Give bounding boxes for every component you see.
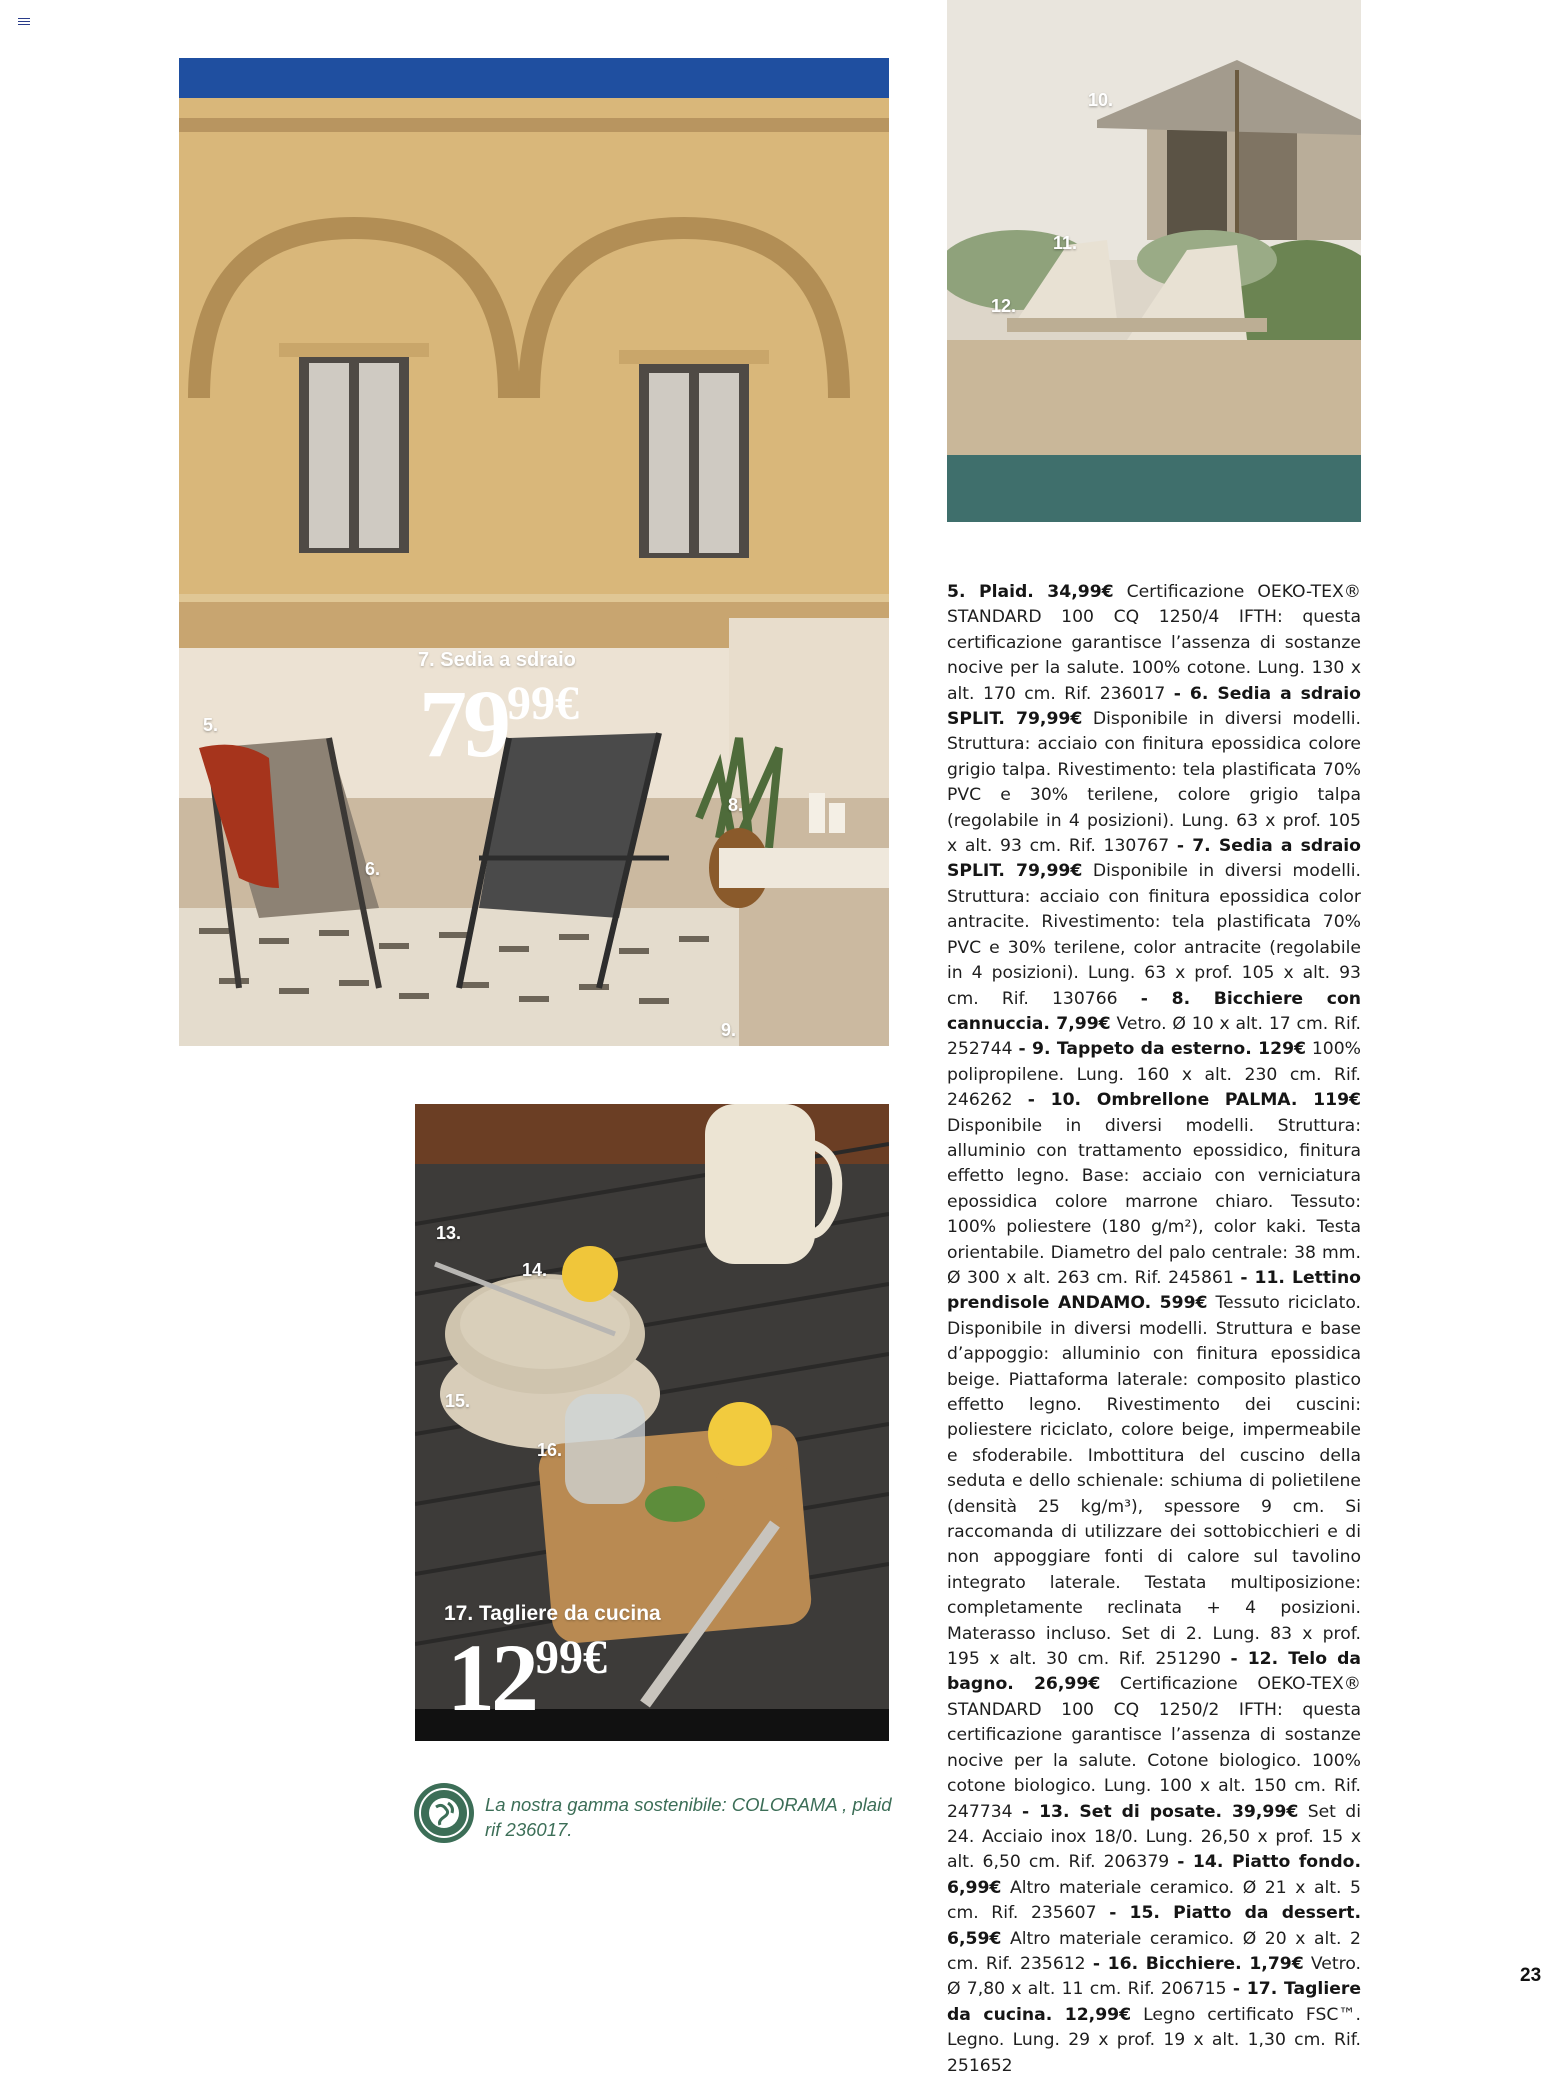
sustainable-range-note bbox=[414, 1783, 894, 1847]
item-label-11: 11. bbox=[1053, 233, 1078, 253]
product-details: Vetro. Ø 7,80 x alt. 11 cm. Rif. 206715 bbox=[947, 1953, 1361, 2000]
product-details: Disponibile in diversi modelli. Struttura: acciaio con finitura epossidica color antracite. Rivestimento: tela plastificata 70% PVC e 30% terilene, color antracite (regolabile in 4 posizioni). Lung. 63 x prof. 105 x alt. 93 cm. Rif. 130766 bbox=[947, 861, 1361, 1009]
product-heading: - 8. Bicchiere con cannuccia. 7,99€ bbox=[947, 988, 1362, 1034]
promo-price-decimals: 99€ bbox=[535, 1631, 607, 1684]
photo-terrace-deck-chairs bbox=[179, 58, 889, 1046]
product-details: Certificazione OEKO-TEX® STANDARD 100 CQ 1250/2 IFTH: questa certificazione garantisce l’assenza di sostanze nocive per la salute. Cotone biologico. 100% cotone biologico. Lung. 100 x alt. 150 cm. Rif. 247734 bbox=[947, 1674, 1361, 1822]
sustainable-range-text: La nostra gamma sostenibile: COLORAMA , plaid rif 236017. bbox=[485, 1794, 892, 1840]
promo-price-integer: 12 bbox=[447, 1624, 535, 1731]
product-details: Disponibile in diversi modelli. Struttura: acciaio con finitura epossidica colore grigio talpa. Rivestimento: tela plastificata 70% PVC e 30% terilene, colore grigio talpa (regolabile in 4 posizioni). Lung. 63 x prof. 105 x alt. 93 cm. Rif. 130767 bbox=[947, 709, 1361, 857]
product-heading: - 12. Telo da bagno. 26,99€ bbox=[947, 1649, 1361, 1695]
product-details: Tessuto riciclato. Disponibile in diversi modelli. Struttura e base d’appoggio: alluminio con finitura epossidica beige. Piattaforma laterale: composito plastico effetto legno. Rivestimento dei cuscini: poliestere riciclato, colore beige, impermeabile e sfoderabile. Imbottitura del cuscino della seduta e dello schienale: schiuma di polietilene (densità 25 kg/m³), spessore 9 cm. Si raccomanda di utilizzare dei sottobicchieri e di non appoggiare fonti di calore sul tavolino integrato laterale. Testata multiposizione: completamente reclinata + 4 posizioni. Materasso incluso. Set di 2. Lung. 83 x prof. 195 x alt. 30 cm. Rif. 251290 bbox=[947, 1293, 1361, 1670]
product-details: Altro materiale ceramico. Ø 21 x alt. 5 cm. Rif. 235607 bbox=[947, 1877, 1361, 1924]
promo-price bbox=[419, 670, 579, 777]
page-number: 23 bbox=[1520, 1965, 1542, 1986]
promo-product-name: 7. Sedia a sdraio bbox=[418, 649, 576, 671]
promo-price-decimals: 99€ bbox=[507, 677, 579, 730]
product-details: Legno certificato FSC™. Legno. Lung. 29 x prof. 19 x alt. 1,30 cm. Rif. 251652 bbox=[947, 2004, 1362, 2076]
photo-garden-umbrella bbox=[947, 0, 1361, 522]
product-heading: 5. Plaid. 34,99€ bbox=[947, 582, 1114, 602]
item-label-9: 9. bbox=[721, 1020, 737, 1040]
product-details: 100% polipropilene. Lung. 160 x alt. 230 cm. Rif. 246262 bbox=[947, 1039, 1362, 1111]
product-heading: - 13. Set di posate. 39,99€ bbox=[1022, 1801, 1299, 1822]
item-label-13: 13. bbox=[436, 1223, 462, 1243]
product-details: Vetro. Ø 10 x alt. 17 cm. Rif. 252744 bbox=[947, 1013, 1361, 1060]
product-details: Altro materiale ceramico. Ø 20 x alt. 2 cm. Rif. 235612 bbox=[947, 1928, 1361, 1974]
product-heading: - 16. Bicchiere. 1,79€ bbox=[1092, 1953, 1304, 1974]
item-label-6: 6. bbox=[365, 859, 381, 879]
product-heading: - 9. Tappeto da esterno. 129€ bbox=[1018, 1039, 1306, 1060]
item-label-12: 12. bbox=[991, 296, 1017, 316]
product-descriptions bbox=[947, 580, 1361, 2079]
product-details: Disponibile in diversi modelli. Struttura: alluminio con trattamento epossidico, finitura effetto legno. Base: acciaio con verniciatura epossidica colore marrone chiaro. Tessuto: 100% poliestere (180 g/m²), color kaki. Testa orientabile. Diametro del palo centrale: 38 mm. Ø 300 x alt. 263 cm. Rif. 245861 bbox=[947, 1115, 1361, 1288]
item-label-10: 10. bbox=[1088, 90, 1114, 110]
product-heading: - 10. Ombrellone PALMA. 119€ bbox=[1027, 1090, 1361, 1111]
item-label-14: 14. bbox=[522, 1260, 548, 1280]
item-label-5: 5. bbox=[203, 715, 219, 735]
product-heading: - 17. Tagliere da cucina. 12,99€ bbox=[947, 1979, 1362, 2025]
hamburger-menu-icon[interactable] bbox=[18, 18, 30, 26]
product-details: Set di 24. Acciaio inox 18/0. Lung. 26,50 x prof. 15 x alt. 6,50 cm. Rif. 206379 bbox=[947, 1801, 1361, 1873]
garden-illustration bbox=[947, 0, 1361, 522]
product-heading: - 7. Sedia a sdraio SPLIT. 79,99€ bbox=[947, 836, 1361, 882]
promo-product-name: 17. Tagliere da cucina bbox=[444, 1602, 661, 1625]
item-label-8: 8. bbox=[728, 795, 744, 815]
promo-price-integer: 79 bbox=[419, 670, 507, 777]
promo-price bbox=[447, 1624, 607, 1731]
terrace-illustration bbox=[179, 58, 889, 1046]
item-label-16: 16. bbox=[537, 1440, 563, 1460]
product-heading: - 11. Lettino prendisole ANDAMO. 599€ bbox=[947, 1267, 1361, 1314]
product-details: Certificazione OEKO-TEX® STANDARD 100 CQ 1250/4 IFTH: questa certificazione garantisce l’assenza di sostanze nocive per la salute. 100% cotone. Lung. 130 x alt. 170 cm. Rif. 236017 bbox=[947, 582, 1361, 704]
photo-table-setting bbox=[415, 1104, 889, 1741]
globe-leaf-icon bbox=[414, 1783, 474, 1843]
item-label-15: 15. bbox=[445, 1391, 471, 1411]
product-heading: - 15. Piatto da dessert. 6,59€ bbox=[947, 1903, 1361, 1949]
product-heading: - 14. Piatto fondo. 6,99€ bbox=[947, 1852, 1361, 1898]
product-heading: - 6. Sedia a sdraio SPLIT. 79,99€ bbox=[947, 683, 1361, 730]
